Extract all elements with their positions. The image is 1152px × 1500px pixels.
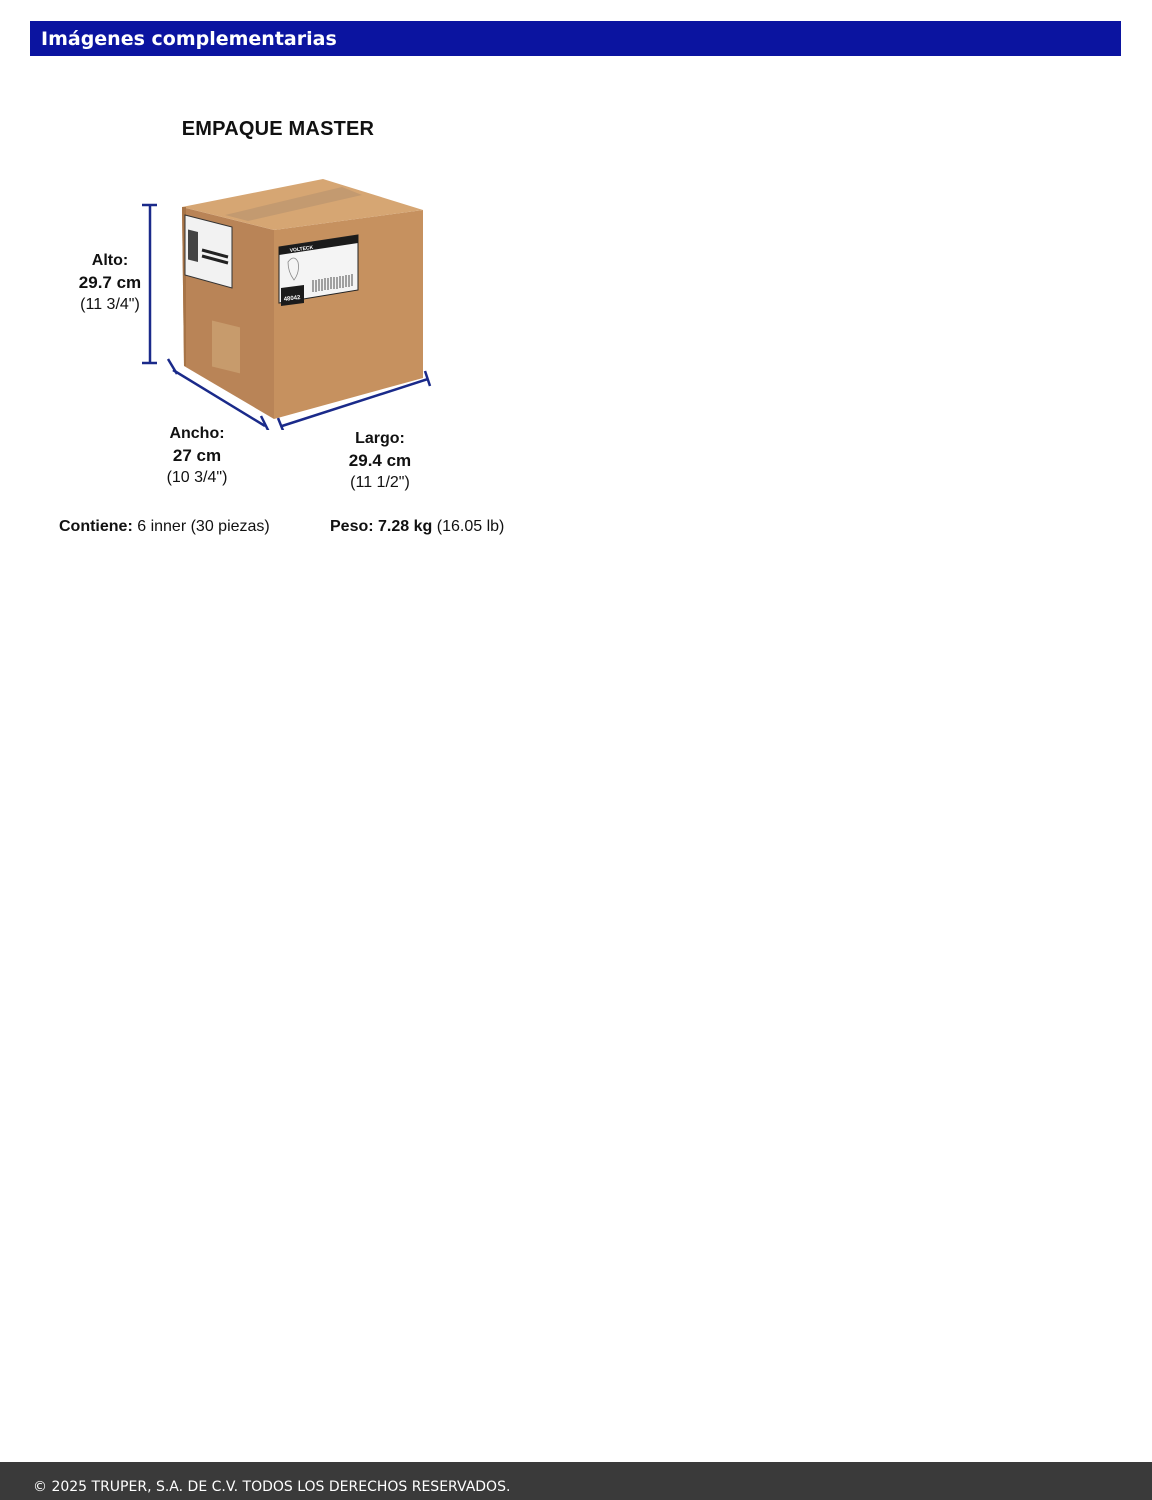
section-title: Imágenes complementarias (41, 27, 337, 50)
contents-info (59, 518, 270, 536)
master-box-illustration (130, 170, 450, 430)
package-title: EMPAQUE MASTER (181, 118, 375, 140)
peso-lb: (16.05 lb) (436, 518, 505, 535)
section-header (30, 21, 1121, 56)
alto-cm: 29.7 cm (78, 273, 142, 292)
alto-in: (11 3/4") (80, 296, 140, 313)
weight-info (330, 518, 504, 536)
largo-label: Largo: (355, 430, 405, 447)
ancho-dimension (152, 423, 242, 489)
alto-dimension (70, 250, 150, 316)
box-label-brand: VOLTECK (289, 244, 314, 254)
largo-dimension (335, 428, 425, 494)
box-label-code: 48042 (283, 294, 301, 303)
contiene-value: 6 inner (30 piezas) (137, 518, 270, 535)
box-side-label (185, 215, 232, 288)
peso-label: Peso: (330, 518, 374, 535)
page-footer (0, 1462, 1152, 1500)
ancho-cm: 27 cm (172, 446, 222, 465)
contiene-label: Contiene: (59, 518, 133, 535)
copyright-text: © 2025 TRUPER, S.A. DE C.V. TODOS LOS DERECHOS RESERVADOS. (33, 1479, 511, 1495)
alto-label: Alto: (91, 252, 129, 269)
ancho-in: (10 3/4") (166, 469, 228, 486)
peso-value: 7.28 kg (378, 518, 433, 535)
largo-cm: 29.4 cm (348, 451, 412, 470)
ancho-label: Ancho: (169, 425, 225, 442)
largo-in: (11 1/2") (350, 474, 410, 491)
